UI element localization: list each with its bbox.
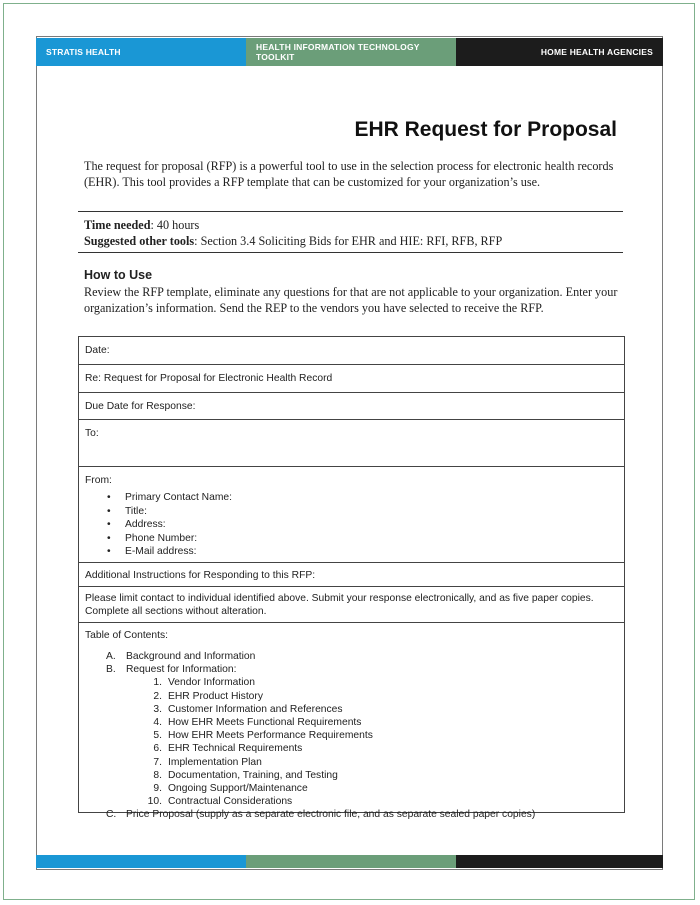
how-to-use-text: Review the RFP template, eliminate any questions for that are not applicable to your organization. Enter your organization’s information. Send the REP to the vendors you have selected to receive the RFP. [84,285,618,315]
toc-subitem-label: 8. [153,769,162,781]
list-item: • Address: [85,518,618,532]
toc-subitem [85,703,618,716]
form-row-to [79,420,624,467]
from-list [85,491,618,559]
how-to-use-heading: How to Use [84,268,153,282]
toc-item-text: Request for Information: [126,664,237,676]
form-row-additional-instructions [79,563,624,587]
form-row-from [79,467,624,563]
from-label: From: [85,475,112,486]
header-toolkit: HEALTH INFORMATION TECHNOLOGY TOOLKIT [246,38,456,66]
suggested-tools-value: : Section 3.4 Soliciting Bids for EHR and HIE: RFI, RFB, RFP [194,234,503,248]
toc-subitem-label: 5. [153,730,162,742]
footer-bar [36,855,663,868]
toc-item-text: Background and Information [126,651,256,662]
divider [78,211,623,212]
toc-subitem [85,782,618,795]
toc-subitem [85,742,618,755]
toc-subitem-text: Implementation Plan [168,756,262,768]
toc-item-label: A. [106,651,116,662]
toc-subitem-text: Vendor Information [168,677,256,689]
toc-subitem [85,716,618,729]
toc-subitem [85,795,618,808]
form-row-contact-limit [79,587,624,623]
header-audience: HOME HEALTH AGENCIES [456,38,663,66]
form-row-table-of-contents [79,623,624,821]
header-bar [36,38,663,66]
toc-subitem [85,729,618,742]
time-needed [84,217,624,233]
toc-subitem-label: 7. [153,756,162,768]
time-needed-label: Time needed [84,218,151,232]
toc-subitem [85,690,618,703]
list-item: • E-Mail address: [85,545,618,559]
toc-subitem-text: EHR Product History [168,690,263,702]
toc-item-text: Price Proposal (supply as a separate electronic file, and as separate sealed paper copies) [126,809,536,821]
toc-subitem-label: 10. [147,796,162,808]
toc-title: Table of Contents: [85,630,168,641]
to-label: To: [85,428,99,439]
toc-subitem-text: Ongoing Support/Maintenance [168,783,308,795]
form-row-due-date [79,393,624,420]
toc-subitem-label: 2. [153,690,162,702]
time-needed-value: : 40 hours [150,218,200,232]
due-date-label: Due Date for Response: [85,401,196,412]
toc-subitem-text: Documentation, Training, and Testing [168,769,338,781]
toc-item [85,650,618,663]
toc-subitem-label: 6. [153,743,162,755]
toc-subitem [85,676,618,689]
divider [78,252,623,253]
list-item: • Primary Contact Name: [85,491,618,505]
toc-subitem [85,756,618,769]
toc-subitem-text: Contractual Considerations [168,796,293,808]
toc-subitem-label: 4. [153,717,162,729]
date-label: Date: [85,345,110,356]
additional-instructions-label: Additional Instructions for Responding to this RFP: [85,570,316,581]
toc-subitem-text: Customer Information and References [168,703,343,715]
footer-black-segment [456,855,663,868]
toc-subitem-text: How EHR Meets Performance Requirements [168,730,373,742]
suggested-tools [84,233,624,249]
form-row-re [79,365,624,393]
meta-block [84,217,624,249]
toc-subitem-text: EHR Technical Requirements [168,743,303,755]
toc-subitem-label: 3. [153,703,162,715]
toc-subitem-text: How EHR Meets Functional Requirements [168,717,362,729]
header-organization: STRATIS HEALTH [36,38,246,66]
toc-item-label: C. [106,809,117,821]
list-item: • Title: [85,505,618,519]
toc-subitem [85,769,618,782]
footer-blue-segment [36,855,246,868]
contact-limit-text: Please limit contact to individual identified above. Submit your response electronically, and as five paper copies. Complete all sections without alteration. [85,593,594,617]
suggested-tools-label: Suggested other tools [84,234,195,248]
page-title: EHR Request for Proposal [354,118,617,141]
rfp-form-table [78,336,625,821]
list-item: • Phone Number: [85,532,618,546]
toc-item-label: B. [106,664,116,676]
toc-item [85,808,618,821]
footer-green-segment [246,855,456,868]
form-row-date [79,337,624,365]
intro-paragraph: The request for proposal (RFP) is a powerful tool to use in the selection process for electronic health records (EHR). This tool provides a RFP template that can be customized for your organization’s use. [84,159,614,189]
toc-subitem-label: 1. [153,677,162,689]
toc-subitem-label: 9. [153,783,162,795]
toc-item [85,663,618,676]
re-label: Re: Request for Proposal for Electronic Health Record [85,373,333,384]
